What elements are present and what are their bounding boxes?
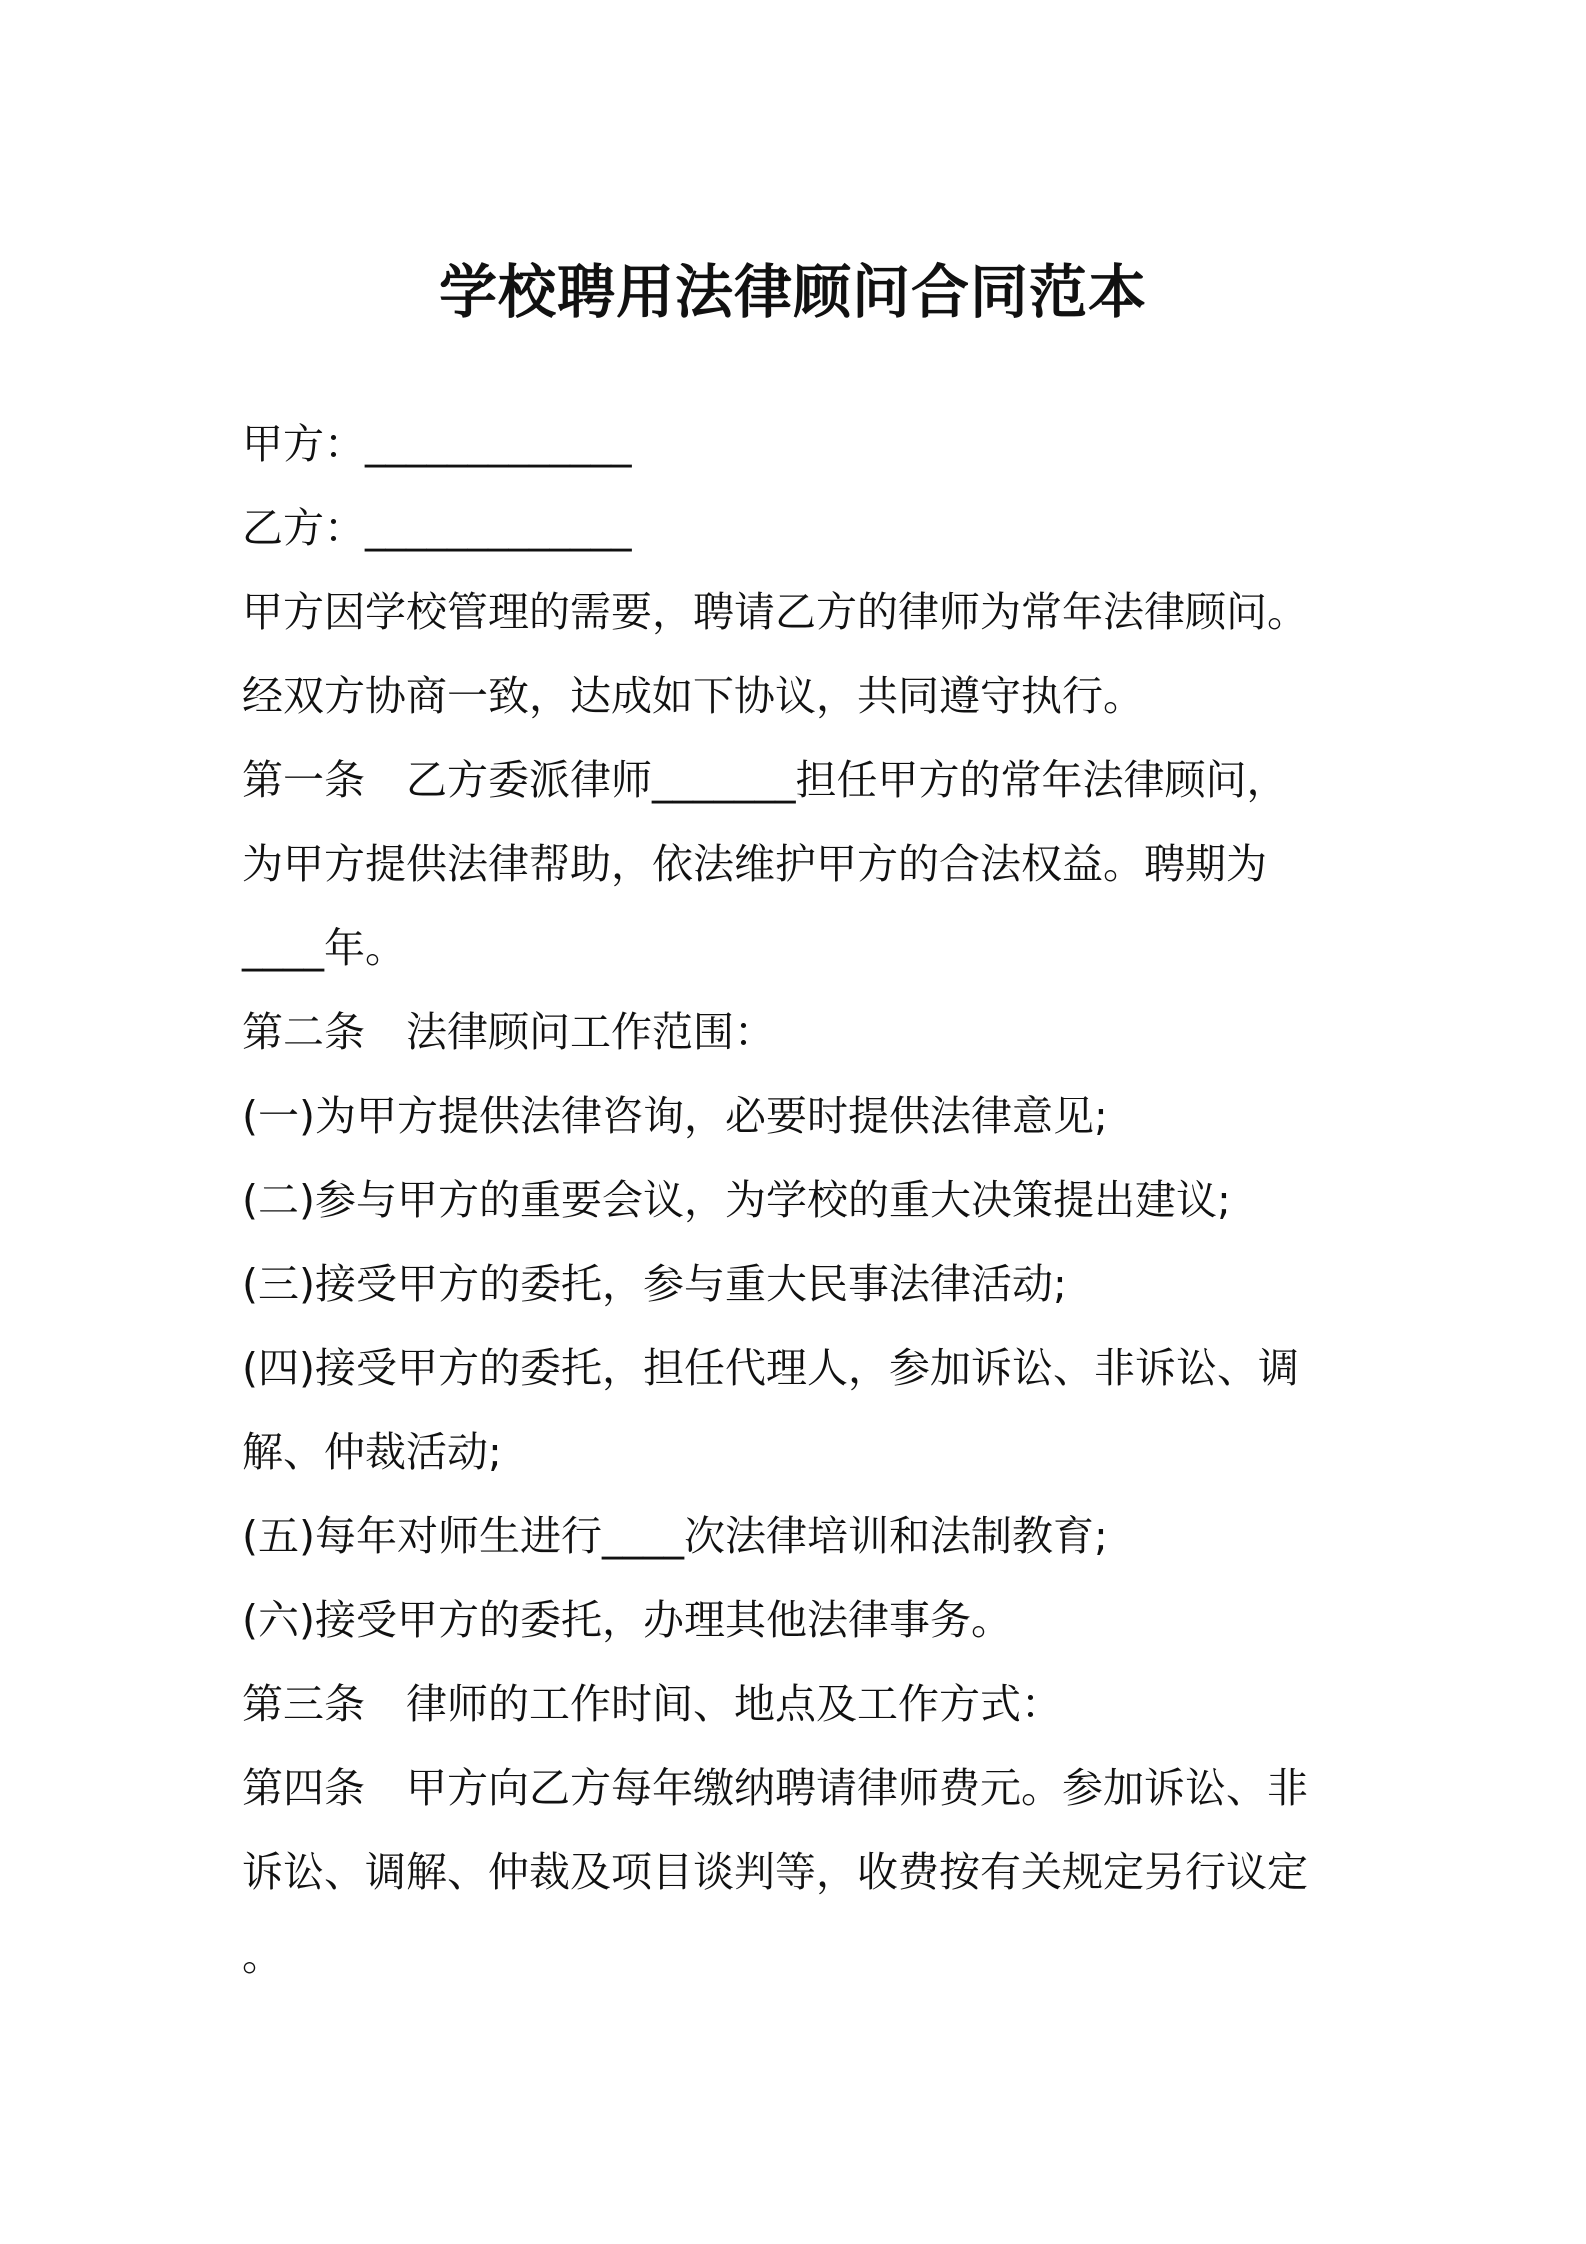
party-a-line: 甲方：_____________ bbox=[242, 420, 632, 468]
scope-item-4-line-1: (四)接受甲方的委托，担任代理人，参加诉讼、非诉讼、调 bbox=[242, 1344, 1299, 1392]
document-title: 学校聘用法律顾问合同范本 bbox=[438, 258, 1147, 326]
scope-item-3: (三)接受甲方的委托，参与重大民事法律活动; bbox=[242, 1260, 1067, 1308]
document-body bbox=[242, 402, 1362, 1998]
article-4-line-2: 诉讼、调解、仲裁及项目谈判等，收费按有关规定另行议定 bbox=[242, 1848, 1308, 1896]
preamble-line-1: 甲方因学校管理的需要，聘请乙方的律师为常年法律顾问。 bbox=[242, 588, 1308, 636]
article-1-line-3: ____年。 bbox=[242, 924, 406, 972]
article-3-line: 第三条 律师的工作时间、地点及工作方式： bbox=[242, 1680, 1062, 1728]
scope-item-4-line-2: 解、仲裁活动; bbox=[242, 1428, 502, 1476]
article-4-line-3: 。 bbox=[242, 1932, 283, 1980]
scope-item-5: (五)每年对师生进行____次法律培训和法制教育; bbox=[242, 1512, 1108, 1560]
article-4-line-1: 第四条 甲方向乙方每年缴纳聘请律师费元。参加诉讼、非 bbox=[242, 1764, 1308, 1812]
scope-item-1: (一)为甲方提供法律咨询，必要时提供法律意见; bbox=[242, 1092, 1108, 1140]
article-2-heading: 第二条 法律顾问工作范围： bbox=[242, 1008, 775, 1056]
party-b-line: 乙方：_____________ bbox=[242, 504, 632, 552]
preamble-line-2: 经双方协商一致，达成如下协议，共同遵守执行。 bbox=[242, 672, 1144, 720]
article-1-line-1: 第一条 乙方委派律师_______担任甲方的常年法律顾问， bbox=[242, 756, 1288, 804]
article-1-line-2: 为甲方提供法律帮助，依法维护甲方的合法权益。聘期为 bbox=[242, 840, 1267, 888]
scope-item-2: (二)参与甲方的重要会议，为学校的重大决策提出建议; bbox=[242, 1176, 1231, 1224]
scope-item-6: (六)接受甲方的委托，办理其他法律事务。 bbox=[242, 1596, 1012, 1644]
